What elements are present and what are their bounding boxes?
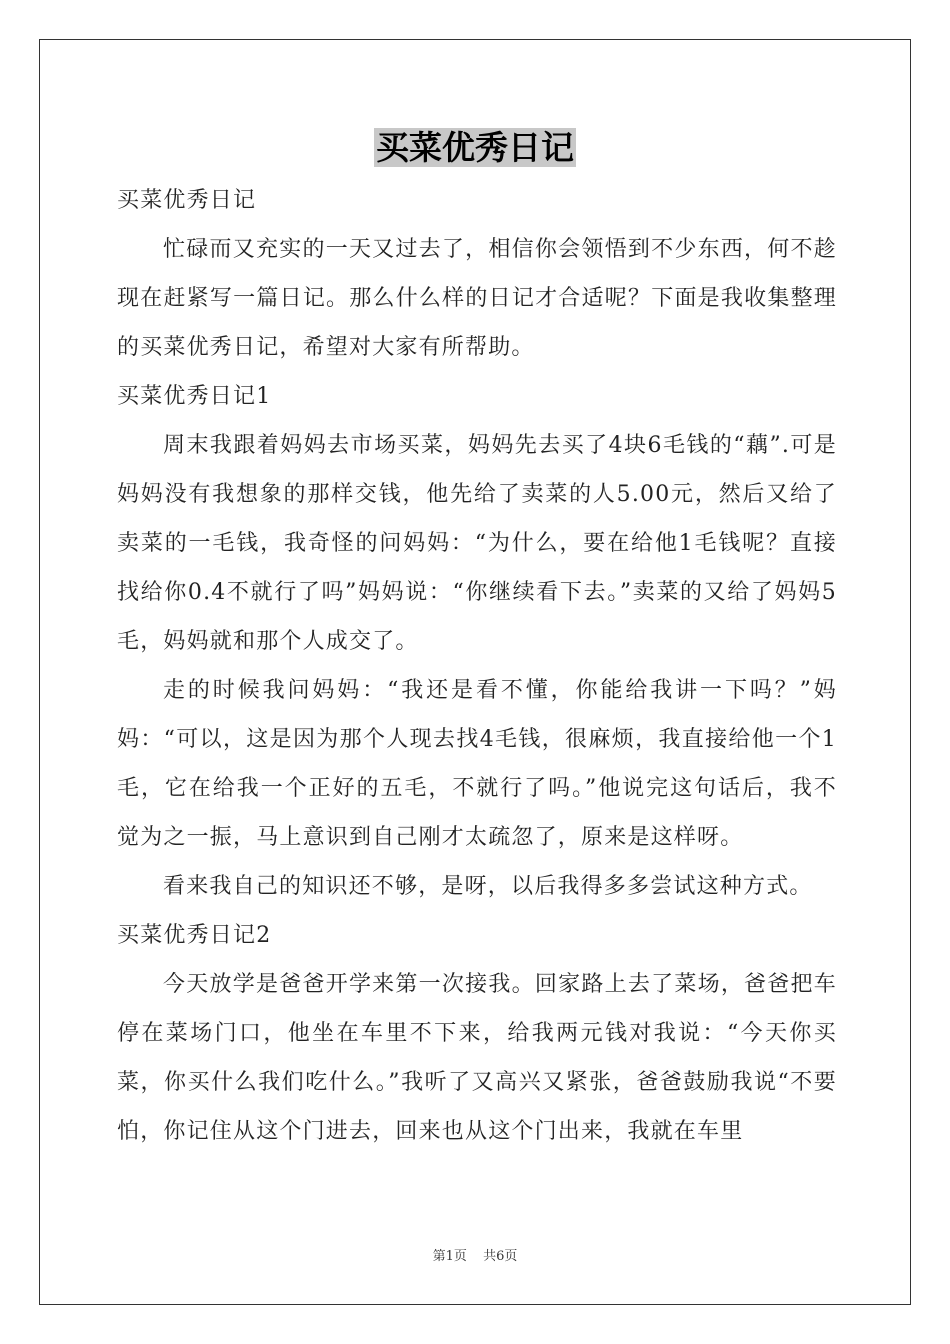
paragraph-2a: 今天放学是爸爸开学来第一次接我。回家路上去了菜场，爸爸把车停在菜场门口，他坐在车里不下来，给我两元钱对我说：“今天你买菜，你买什么我们吃什么。”我听了又高兴又紧张，爸爸鼓励我说“不要怕，你记住从这个门进去，回来也从这个门出来，我就在车里 (117, 972, 837, 1144)
paragraph-1b: 走的时候我问妈妈：“我还是看不懂，你能给我讲一下吗？”妈妈：“可以，这是因为那个人现去找4毛钱，很麻烦，我直接给他一个1毛，它在给我一个正好的五毛，不就行了吗。”他说完这句话后，我不觉为之一振，马上意识到自己刚才太疏忽了，原来是这样呀。 (117, 678, 837, 850)
page-footer (0, 1245, 950, 1264)
document-body (117, 176, 837, 1156)
section-heading-2: 买菜优秀日记2 (117, 923, 272, 948)
section-heading-1: 买菜优秀日记1 (117, 384, 272, 409)
section-heading-intro: 买菜优秀日记 (117, 188, 257, 213)
page-total: 共6页 (483, 1249, 518, 1264)
page-number: 第1页 (432, 1249, 467, 1264)
paragraph-intro: 忙碌而又充实的一天又过去了，相信你会领悟到不少东西，何不趁现在赶紧写一篇日记。那么什么样的日记才合适呢？下面是我收集整理的买菜优秀日记，希望对大家有所帮助。 (117, 237, 837, 360)
paragraph-1a: 周末我跟着妈妈去市场买菜，妈妈先去买了4块6毛钱的“藕”.可是妈妈没有我想象的那样交钱，他先给了卖菜的人5.00元，然后又给了卖菜的一毛钱，我奇怪的问妈妈：“为什么，要在给他1毛钱呢？直接找给你0.4不就行了吗”妈妈说：“你继续看下去。”卖菜的又给了妈妈5毛，妈妈就和那个人成交了。 (117, 433, 837, 654)
document-title (0, 125, 950, 171)
document-title-text: 买菜优秀日记 (376, 128, 574, 167)
paragraph-1c: 看来我自己的知识还不够，是呀，以后我得多多尝试这种方式。 (163, 874, 813, 899)
